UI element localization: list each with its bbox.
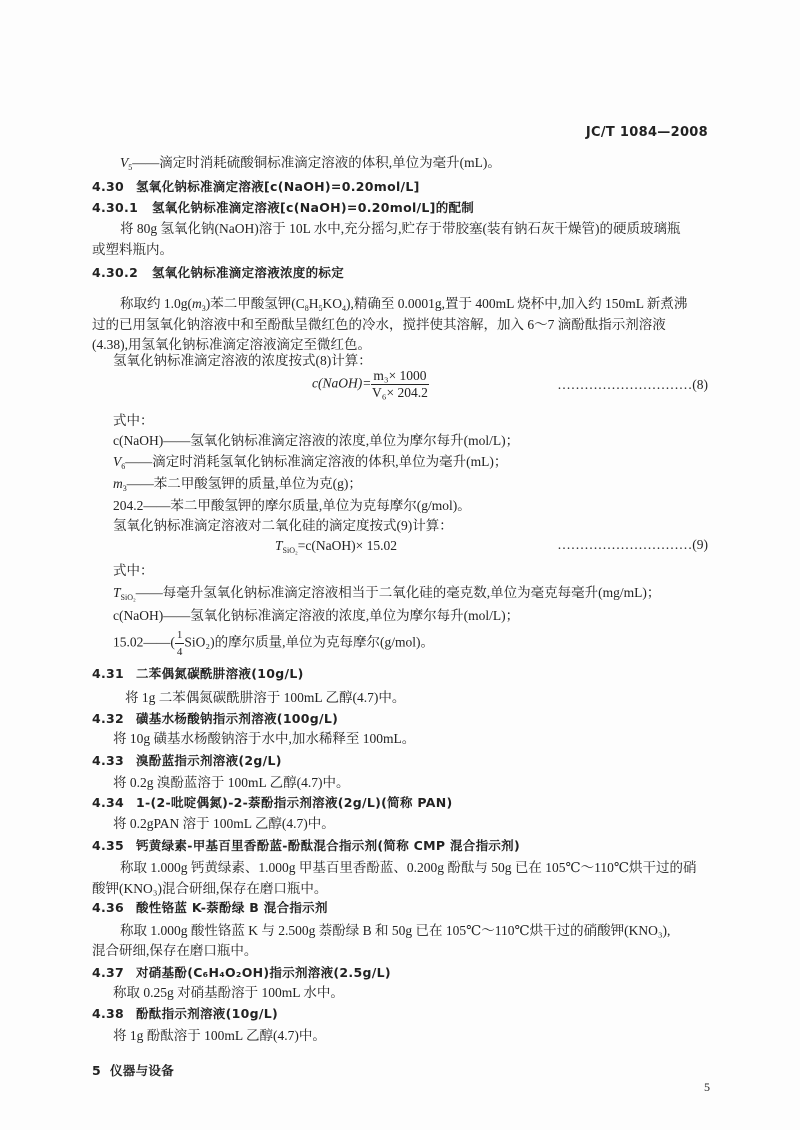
paragraph: 氢氧化钠标准滴定溶液对二氧化硅的滴定度按式(9)计算： — [113, 518, 453, 533]
paragraph: 称取 0.25g 对硝基酚溶于 100mL 水中。 — [113, 985, 344, 1000]
paragraph: 称取约 $1.0g(m_3)$苯二甲酸氢钾$(C_8H_5KO_4)$,精确至 0.0001g,置于 400mL 烧杯中,加入约 150mL 新煮沸 — [120, 296, 688, 313]
section-4-30-heading: 4.30 氢氧化钠标准滴定溶液[c(NaOH)=0.20mol/L] — [92, 179, 420, 194]
definition: $V_6——$滴定时消耗氢氧化钠标准滴定溶液的体积,单位为毫升(mL)； — [113, 454, 508, 471]
standard-number: JC/T 1084—2008 — [585, 125, 708, 140]
paragraph: 或塑料瓶内。 — [92, 242, 173, 257]
equation-8: c(NaOH)= $\frac{\text{m₃× 1000}}{\text{V₆× 204.2}}$ — [312, 368, 428, 400]
equation-9: $T_{SiO_2}=c(NaOH)\times 15.02$ — [275, 538, 397, 555]
definition: 15.02——( $\frac{1}{4}$ SiO₂)的摩尔质量,单位为克每摩尔(g/mol)。 — [113, 629, 434, 658]
section-4-32-heading: 4.32 磺基水杨酸钠指示剂溶液(100g/L) — [92, 711, 339, 726]
paragraph: 混合研细,保存在磨口瓶中。 — [92, 943, 258, 958]
paragraph: 称取 1.000g 酸性铬蓝 K 与 2.500g 萘酚绿 B 和 50g 已在 105℃～110℃烘干过的硝酸钾(KNO₃), — [120, 923, 671, 938]
paragraph: 将 10g 磺基水杨酸钠溶于水中,加水稀释至 100mL。 — [113, 731, 416, 746]
section-4-35-heading: 4.35 钙黄绿素-甲基百里香酚蓝-酚酞混合指示剂(简称 CMP 混合指示剂) — [92, 838, 520, 853]
definition: 204.2——苯二甲酸氢钾的摩尔质量,单位为克每摩尔(g/mol)。 — [113, 498, 471, 513]
section-4-31-heading: 4.31 二苯偶氮碳酰肼溶液(10g/L) — [92, 666, 304, 681]
paragraph: (4.38),用氢氧化钠标准滴定溶液滴定至微红色。 — [92, 337, 371, 352]
page-number: 5 — [704, 1080, 710, 1094]
where-label: 式中： — [113, 563, 154, 578]
definition: c(NaOH)——氢氧化钠标准滴定溶液的浓度,单位为摩尔每升(mol/L)； — [113, 433, 520, 448]
section-4-30-1-heading: 4.30.1 氢氧化钠标准滴定溶液[c(NaOH)=0.20mol/L]的配制 — [92, 200, 475, 215]
paragraph: 氢氧化钠标准滴定溶液的浓度按式(8)计算： — [113, 353, 372, 368]
paragraph: 酸钾(KNO₃)混合研细,保存在磨口瓶中。 — [92, 881, 328, 896]
section-4-33-heading: 4.33 溴酚蓝指示剂溶液(2g/L) — [92, 753, 282, 768]
definition: c(NaOH)——氢氧化钠标准滴定溶液的浓度,单位为摩尔每升(mol/L)； — [113, 608, 520, 623]
paragraph: 将 1g 酚酞溶于 100mL 乙醇(4.7)中。 — [113, 1028, 326, 1043]
section-4-37-heading: 4.37 对硝基酚(C₆H₄O₂OH)指示剂溶液(2.5g/L) — [92, 965, 391, 980]
equation-9-number: …………………………(9) — [557, 537, 708, 552]
paragraph: 过的已用氢氧化钠溶液中和至酚酞呈微红色的冷水，搅拌使其溶解，加入 6～7 滴酚酞指示剂溶液 — [92, 317, 666, 332]
definition: $T_{SiO_2}——$每毫升氢氧化钠标准滴定溶液相当于二氧化硅的毫克数,单位为毫克每毫升(mg/mL)； — [113, 585, 661, 602]
section-4-38-heading: 4.38 酚酞指示剂溶液(10g/L) — [92, 1006, 278, 1021]
section-4-30-2-heading: 4.30.2 氢氧化钠标准滴定溶液浓度的标定 — [92, 265, 345, 280]
definition-v5: $V_5——$滴定时消耗硫酸铜标准滴定溶液的体积,单位为毫升(mL)。 — [120, 155, 501, 172]
section-4-36-heading: 4.36 酸性铬蓝 K-萘酚绿 B 混合指示剂 — [92, 900, 328, 915]
section-5-heading: 5 仪器与设备 — [92, 1063, 175, 1078]
equation-8-number: …………………………(8) — [557, 377, 708, 392]
section-4-34-heading: 4.34 1-(2-吡啶偶氮)-2-萘酚指示剂溶液(2g/L)(简称 PAN) — [92, 795, 453, 810]
paragraph: 将 0.2g 溴酚蓝溶于 100mL 乙醇(4.7)中。 — [113, 775, 350, 790]
where-label: 式中： — [113, 413, 154, 428]
paragraph: 将 1g 二苯偶氮碳酰肼溶于 100mL 乙醇(4.7)中。 — [125, 690, 406, 705]
definition: $m_3——$苯二甲酸氢钾的质量,单位为克(g)； — [113, 476, 362, 493]
paragraph: 将 0.2gPAN 溶于 100mL 乙醇(4.7)中。 — [113, 816, 335, 831]
paragraph: 将 80g 氢氧化钠(NaOH)溶于 10L 水中,充分摇匀,贮存于带胶塞(装有钠石灰干燥管)的硬质玻璃瓶 — [120, 221, 681, 236]
paragraph: 称取 1.000g 钙黄绿素、1.000g 甲基百里香酚蓝、0.200g 酚酞与 50g 已在 105℃～110℃烘干过的硝 — [120, 860, 697, 875]
